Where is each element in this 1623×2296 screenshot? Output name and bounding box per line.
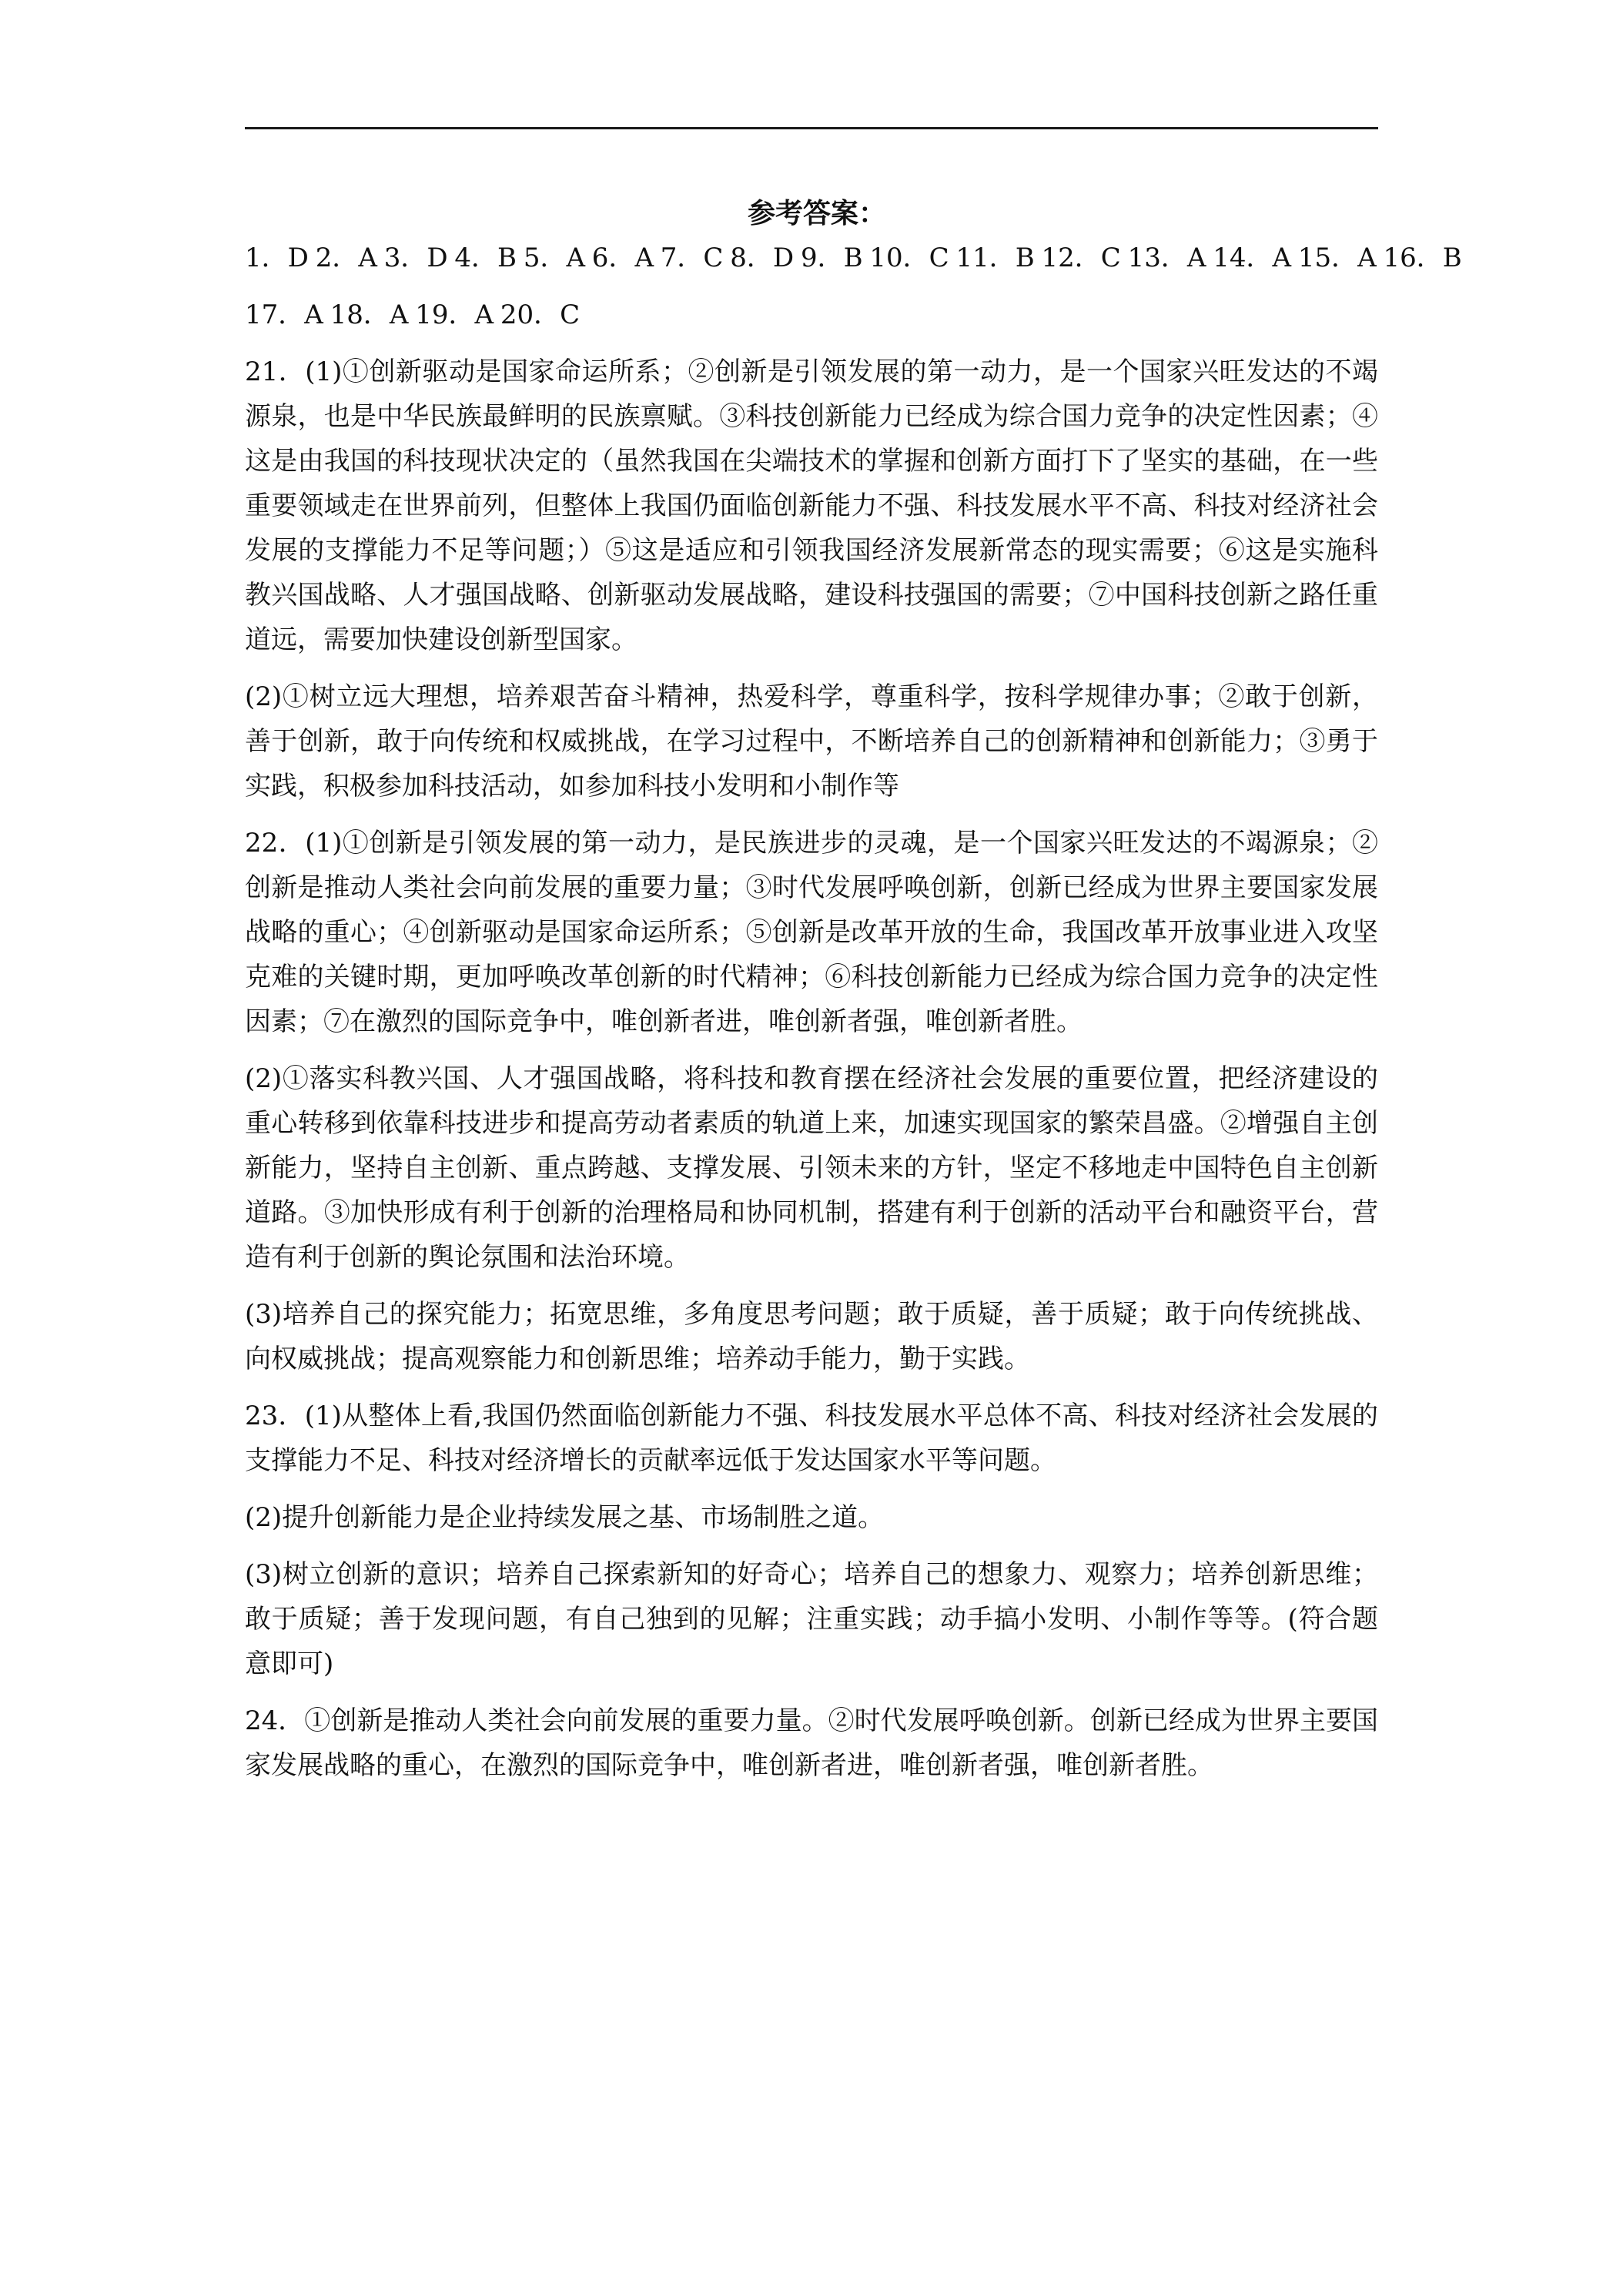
answer-document [245,191,1462,1788]
answer-21-part-2: (2)①树立远大理想，培养艰苦奋斗精神，热爱科学，尊重科学，按科学规律办事；②敢于创新，善于创新，敢于向传统和权威挑战，在学习过程中，不断培养自己的创新精神和创新能力；③勇于实践，积极参加科技活动，如参加科技小发明和小制作等 [245,681,1378,802]
answer-22-part-3: (3)培养自己的探究能力；拓宽思维，多角度思考问题；敢于质疑，善于质疑；敢于向传统挑战、向权威挑战；提高观察能力和创新思维；培养动手能力，勤于实践。 [245,1299,1378,1374]
answer-24: 24．①创新是推动人类社会向前发展的重要力量。②时代发展呼唤创新。创新已经成为世界主要国家发展战略的重心，在激烈的国际竞争中，唯创新者进，唯创新者强，唯创新者胜。 [245,1705,1378,1781]
answer-22-part-2: (2)①落实科教兴国、人才强国战略，将科技和教育摆在经济社会发展的重要位置，把经济建设的重心转移到依靠科技进步和提高劳动者素质的轨道上来，加速实现国家的繁荣昌盛。②增强自主创新能力，坚持自主创新、重点跨越、支撑发展、引领未来的方针，坚定不移地走中国特色自主创新道路。③加快形成有利于创新的治理格局和协同机制，搭建有利于创新的活动平台和融资平台，营造有利于创新的舆论氛围和法治环境。 [245,1063,1378,1273]
page-title: 参考答案： [747,197,886,229]
choice-answers-line-1: 1．D 2．A 3．D 4．B 5．A 6．A 7．C 8．D 9．B 10．C 11．B 12．C 13．A 14．A 15．A 16．B [245,243,1462,273]
answer-21-part-1: 21．(1)①创新驱动是国家命运所系；②创新是引领发展的第一动力，是一个国家兴旺发达的不竭源泉，也是中华民族最鲜明的民族禀赋。③科技创新能力已经成为综合国力竞争的决定性因素；④这是由我国的科技现状决定的（虽然我国在尖端技术的掌握和创新方面打下了坚实的基础，在一些重要领域走在世界前列，但整体上我国仍面临创新能力不强、科技发展水平不高、科技对经济社会发展的支撑能力不足等问题；）⑤这是适应和引领我国经济发展新常态的现实需要；⑥这是实施科教兴国战略、人才强国战略、创新驱动发展战略，建设科技强国的需要；⑦中国科技创新之路任重道远，需要加快建设创新型国家。 [245,356,1378,655]
header-rule [245,127,1378,129]
answer-22-part-1: 22．(1)①创新是引领发展的第一动力，是民族进步的灵魂，是一个国家兴旺发达的不竭源泉；②创新是推动人类社会向前发展的重要力量；③时代发展呼唤创新，创新已经成为世界主要国家发展战略的重心；④创新驱动是国家命运所系；⑤创新是改革开放的生命，我国改革开放事业进入攻坚克难的关键时期，更加呼唤改革创新的时代精神；⑥科技创新能力已经成为综合国力竞争的决定性因素；⑦在激烈的国际竞争中，唯创新者进，唯创新者强，唯创新者胜。 [245,828,1378,1037]
choice-answers-line-2: 17．A 18．A 19．A 20．C [245,300,581,330]
answer-23-part-3: (3)树立创新的意识；培养自己探索新知的好奇心；培养自己的想象力、观察力；培养创新思维；敢于质疑；善于发现问题，有自己独到的见解；注重实践；动手搞小发明、小制作等等。(符合题意即可) [245,1559,1378,1679]
answer-23-part-1: 23．(1)从整体上看,我国仍然面临创新能力不强、科技发展水平总体不高、科技对经济社会发展的支撑能力不足、科技对经济增长的贡献率远低于发达国家水平等问题。 [245,1401,1378,1476]
answer-23-part-2: (2)提升创新能力是企业持续发展之基、市场制胜之道。 [245,1502,885,1533]
